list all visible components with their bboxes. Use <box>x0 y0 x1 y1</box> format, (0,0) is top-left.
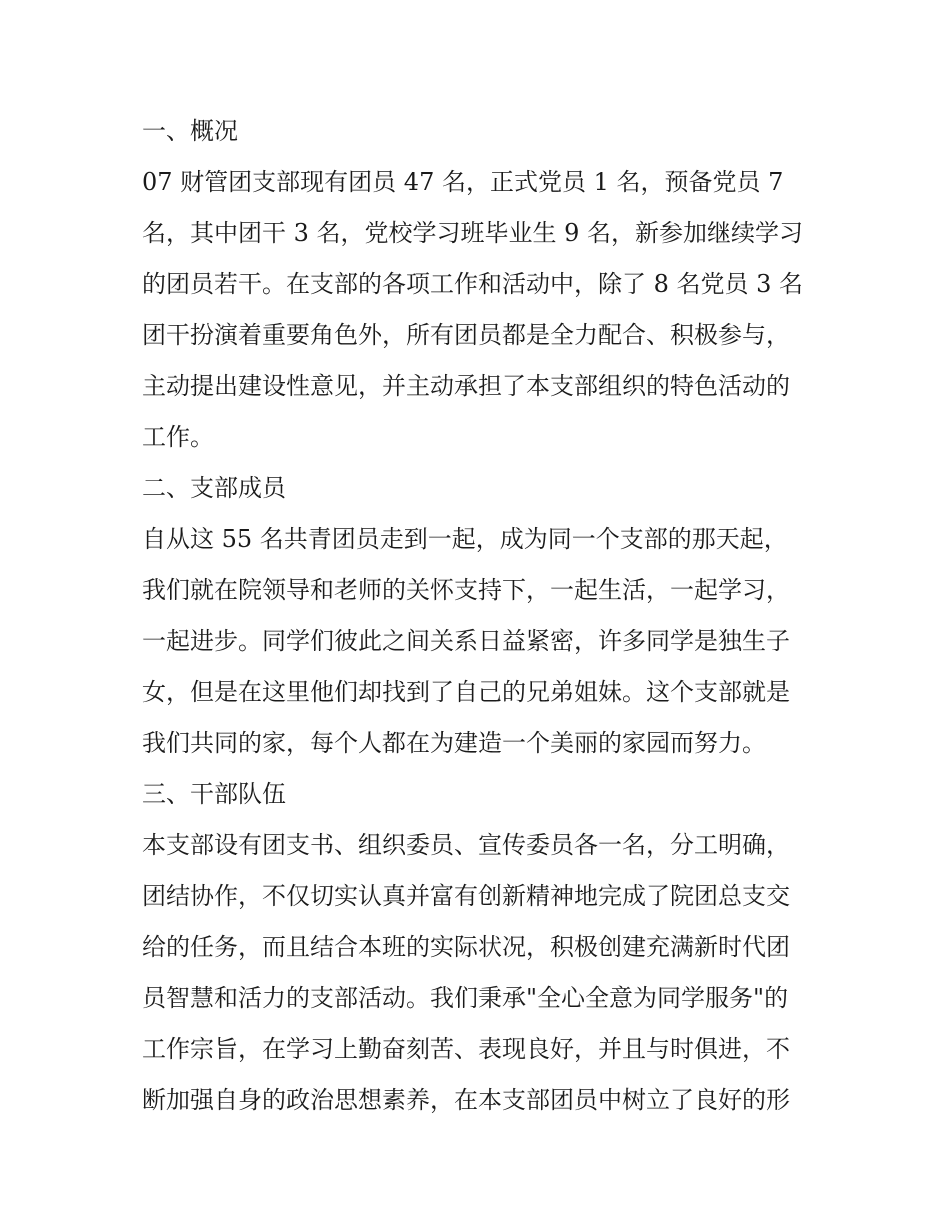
paragraph-line: 我们就在院领导和老师的关怀支持下，一起生活，一起学习， <box>142 576 790 604</box>
section-heading-members: 二、支部成员 <box>142 474 286 502</box>
section-heading-overview: 一、概况 <box>142 117 238 145</box>
paragraph-line: 工作宗旨，在学习上勤奋刻苦、表现良好，并且与时俱进，不 <box>142 1035 790 1063</box>
document-body <box>142 106 822 1126</box>
paragraph-line: 07 财管团支部现有团员 47 名，正式党员 1 名，预备党员 7 <box>142 168 784 196</box>
paragraph-line: 本支部设有团支书、组织委员、宣传委员各一名，分工明确， <box>142 831 790 859</box>
paragraph-line: 我们共同的家，每个人都在为建造一个美丽的家园而努力。 <box>142 729 766 757</box>
section-heading-cadres: 三、干部队伍 <box>142 780 286 808</box>
paragraph-line: 的团员若干。在支部的各项工作和活动中，除了 8 名党员 3 名 <box>142 270 804 298</box>
paragraph-line: 名，其中团干 3 名，党校学习班毕业生 9 名，新参加继续学习 <box>142 219 804 247</box>
paragraph-line: 自从这 55 名共青团员走到一起，成为同一个支部的那天起， <box>142 525 788 553</box>
paragraph-line: 一起进步。同学们彼此之间关系日益紧密，许多同学是独生子 <box>142 627 790 655</box>
paragraph-line: 工作。 <box>142 423 214 451</box>
paragraph-line: 团结协作，不仅切实认真并富有创新精神地完成了院团总支交 <box>142 882 790 910</box>
paragraph-line: 给的任务，而且结合本班的实际状况，积极创建充满新时代团 <box>142 933 790 961</box>
paragraph-line: 员智慧和活力的支部活动。我们秉承"全心全意为同学服务"的 <box>142 984 789 1012</box>
paragraph-line: 断加强自身的政治思想素养，在本支部团员中树立了良好的形 <box>142 1086 790 1114</box>
paragraph-line: 主动提出建设性意见，并主动承担了本支部组织的特色活动的 <box>142 372 790 400</box>
paragraph-line: 团干扮演着重要角色外，所有团员都是全力配合、积极参与， <box>142 321 790 349</box>
paragraph-line: 女，但是在这里他们却找到了自己的兄弟姐妹。这个支部就是 <box>142 678 790 706</box>
